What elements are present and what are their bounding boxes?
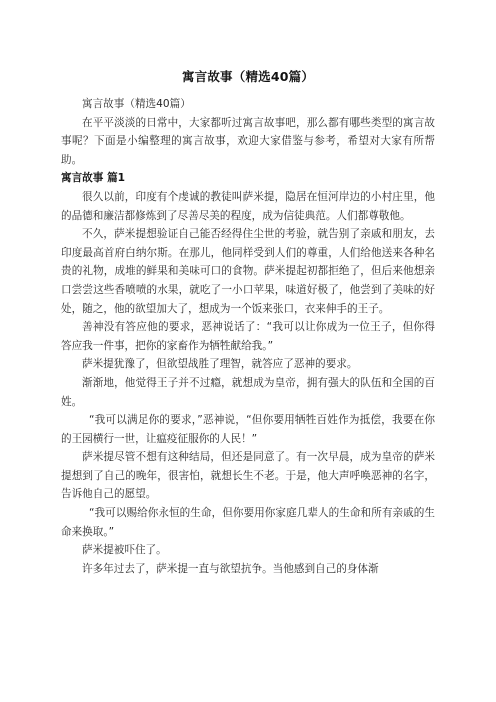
intro-paragraph: 在平平淡淡的日常中，大家都听过寓言故事吧，那么都有哪些类型的寓言故事呢？下面是小编整理的寓言故事，欢迎大家借鉴与参考，希望对大家有所帮助。 [61,116,435,166]
body-paragraph: 萨米提犹豫了，但欲望战胜了理智，就答应了恶神的要求。 [82,358,358,371]
body-paragraph: 萨米提尽管不想有这种结局，但还是同意了。有一次早晨，成为皇帝的萨米提想到了自己的晚年，很害怕，就想长生不老。于是，他大声呼唤恶神的名字，告诉他自己的愿望。 [61,451,435,501]
section-heading: 寓言故事 篇1 [61,172,126,185]
body-paragraph: 许多年过去了，萨米提一直与欲望抗争。当他感到自己的身体渐 [82,562,379,575]
body-paragraph: 渐渐地，他觉得王子并不过瘾，就想成为皇帝，拥有强大的队伍和全国的百姓。 [61,376,435,408]
body-paragraph: 萨米提被吓住了。 [82,544,167,557]
body-paragraph: 不久，萨米提想验证自己能否经得住尘世的考验，就告别了亲戚和朋友，去印度最高首府白纳尔斯。在那儿，他同样受到人们的尊重，人们给他送来各种名贵的礼物，成堆的鲜果和美味可口的食物。萨米提起初都拒绝了，但后来他想亲口尝尝这些香喷喷的水果，就吃了一小口苹果，味道好极了，他尝到了美味的好处，随之，他的欲望加大了，想成为一个饭来张口，衣来伸手的王子。 [61,228,435,315]
quote-paragraph: “我可以赐给你永恒的生命，但你要用你家庭几辈人的生命和所有亲戚的生命来换取。” [61,507,435,538]
body-paragraph: 很久以前，印度有个虔诚的教徒叫萨米提，隐居在恒河岸边的小村庄里，他的品德和廉洁都修炼到了尽善尽美的程度，成为信徒典范。人们都尊敬他。 [61,190,435,222]
subtitle-paragraph: 寓言故事（精选40篇） [82,98,191,110]
quote-paragraph: “我可以满足你的要求，”恶神说，“但你要用牺牲百姓作为抵偿，我要在你的王园横行一世，让瘟疫征服你的人民！” [61,414,435,445]
body-paragraph: 善神没有答应他的要求，恶神说话了：“我可以让你成为一位王子，但你得答应我一件事，把你的家畜作为牺牲献给我。” [61,321,435,352]
document-title: 寓言故事（精选40篇） [181,69,315,84]
document-body [61,95,435,578]
